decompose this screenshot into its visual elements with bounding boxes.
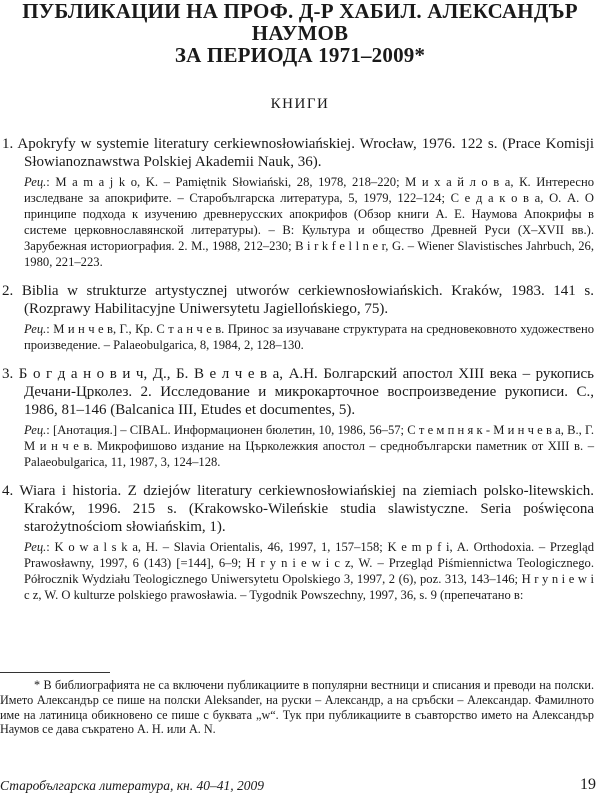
page-footer	[0, 776, 600, 796]
title-line-1: ПУБЛИКАЦИИ НА ПРОФ. Д-Р ХАБИЛ. АЛЕКСАНДЪР НАУМОВ	[22, 0, 578, 45]
footnote-divider	[0, 672, 110, 673]
entry-review	[2, 422, 594, 470]
bibliography-entry-4	[2, 482, 594, 603]
bibliography-list	[0, 135, 600, 603]
entry-review	[2, 174, 594, 270]
bibliography-entry-2	[2, 282, 594, 353]
entry-review	[2, 321, 594, 353]
entry-citation: 3. Б о г д а н о в и ч, Д., Б. В е л ч е в а, А.Н. Болгарский апостол XIII века – рукопись Дечани-Црколез. 2. Исследование и микрокарточное воспроизведение рукописи. С., 1986, 81–146 (Balcanica III, Etudes et documentes, 5).	[2, 366, 594, 418]
entry-citation: 2. Biblia w strukturze artystycznej utworów cerkiewnosłowiańskich. Kraków, 1983. 141 s. (Rozprawy Habilitacyjne Uniwersytetu Jagiellońskiego, 75).	[2, 283, 594, 317]
footnote: * В библиографията не са включени публикациите в популярни вестници и списания и преводи на полски. Името Александър се пише на полски Aleksander, на руски – Александр, а на сръбски – Александар. Фамилното име на латиница обикновено се пише с буквата „w“. Тук при публикациите в съавторство името на Александър Наумов се дава съкратено А. Н. или А. N.	[0, 678, 594, 737]
section-heading-books: КНИГИ	[270, 96, 330, 112]
review-text: : K o w a l s k a, H. – Slavia Orientalis, 46, 1997, 1, 157–158; K e m p f i, A. Orthodoxia. – Przegląd Prawosławny, 1997, 6 (143) [=144], 6–9; H r y n i e w i c z, W. – Przegląd Piśmiennictwa Teologicznego. Półrocznik Wydziału Teologicznego Uniwersytetu Opolskiego 3, 1997, 2 (6), poz. 313, 143–146; H r y n i e w i c z, W. O kulturze polskiego prawosławia. – Tygodnik Powszechny, 1997, 36, s. 9 (препечатано в:	[24, 540, 594, 602]
review-text: : M a m a j k o, K. – Pamiętnik Słowiański, 28, 1978, 218–220; М и х а й л о в а, К. Интересно изследване за апокрифите. – Старобългарска литература, 5, 1979, 122–124; С е д а к о в а, О. А. О принципе подхода к изучению древнерусских апокрифов (Обзор книги А. Е. Наумова Апокрифы в системе церковнославянской литературы). – В: Культура и общество Древней Руси (X–XVII вв.). Зарубежная историография. 2. М., 1988, 212–230; B i r k f e l l n e r, G. – Wiener Slavistisches Jahrbuch, 26, 1980, 221–223.	[24, 175, 594, 269]
entry-citation: 4. Wiara i historia. Z dziejów literatury cerkiewnosłowiańskiej na ziemiach polsko-litewskich. Kraków, 1996. 215 s. (Krakowsko-Wileńskie studia slawistyczne. Seria poświęcona starożytnościom słowiańskim, 1).	[2, 483, 594, 535]
review-text: : [Анотация.] – CIBAL. Информационен бюлетин, 10, 1986, 56–57; С т е м п н я к - М и н ч е в а, В., Г. М и н ч е в. Микрофишово издание на Църколежкия апостол – среднобългарски паметник от XIII в. – Palaeobulgarica, 11, 1987, 3, 124–128.	[24, 423, 594, 469]
review-label: Рец.	[24, 322, 47, 336]
entry-citation: 1. Apokryfy w systemie literatury cerkiewnosłowiańskiej. Wrocław, 1976. 122 s. (Prace Komisji Słowianoznawstwa Polskiej Akademii Nauk, 36).	[2, 136, 594, 170]
entry-review	[2, 539, 594, 603]
review-text: : М и н ч е в, Г., Кр. С т а н ч е в. Принос за изучаване структурата на средновековното художествено произведение. – Palaeobulgarica, 8, 1984, 2, 128–130.	[24, 322, 594, 352]
page-title	[0, 0, 600, 66]
review-label: Рец.	[24, 423, 47, 437]
bibliography-entry-1	[2, 135, 594, 270]
title-line-2: ЗА ПЕРИОДА 1971–2009*	[174, 43, 426, 67]
journal-name: Старобългарска литература, кн. 40–41, 2009	[0, 778, 265, 793]
review-label: Рец.	[24, 175, 47, 189]
page-number: 19	[580, 776, 596, 793]
review-label: Рец.	[24, 540, 47, 554]
bibliography-entry-3	[2, 365, 594, 470]
